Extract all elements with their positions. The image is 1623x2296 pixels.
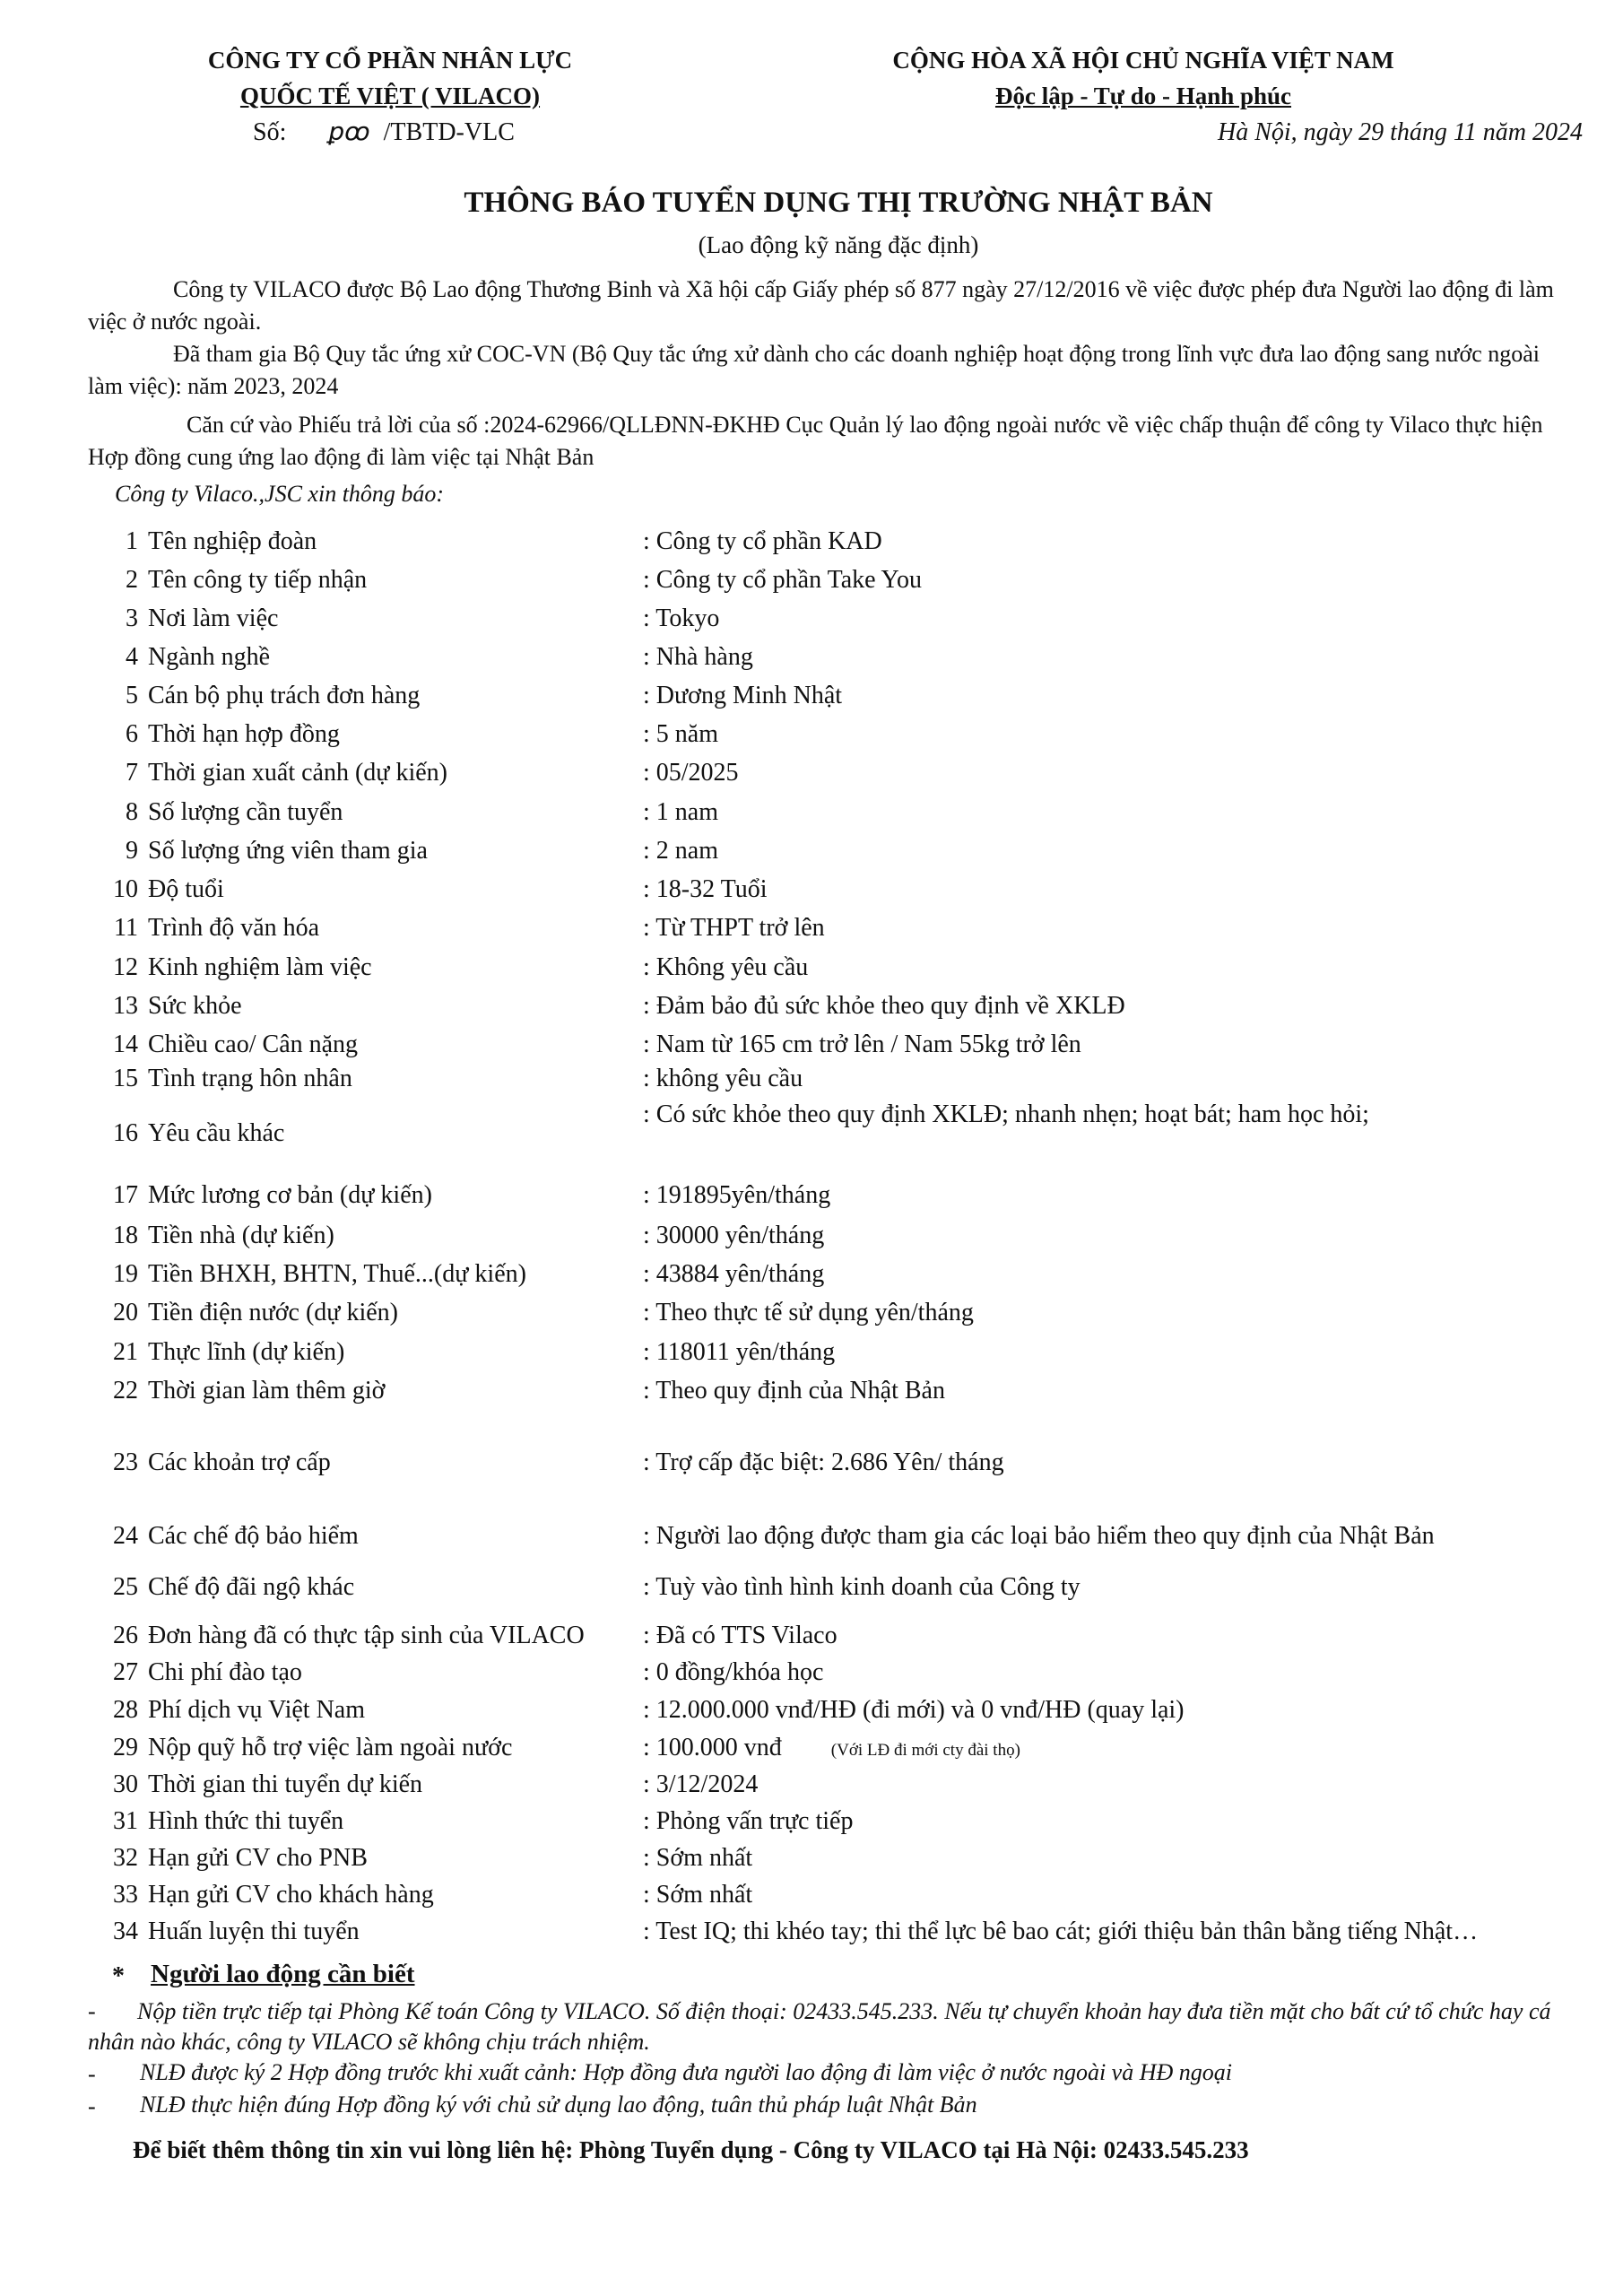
item-value-text: : Tuỳ vào tình hình kinh doanh của Công ty: [643, 1573, 1081, 1601]
notice-line-payment: Nộp tiền trực tiếp tại Phòng Kế toán Công ty VILACO. Số điện thoại: 02433.545.233. Nếu tự chuyển khoản hay đưa tiền mặt cho bất cứ tổ chức hay cá nhân nào khác, công ty VILACO sẽ không chịu trách nhiệm.: [88, 1998, 1551, 2055]
item-value: [643, 1260, 824, 1289]
item-value: [643, 1844, 752, 1873]
item-value: [643, 1031, 1081, 1059]
item-value: [643, 1299, 974, 1327]
item-value: [643, 720, 718, 749]
item-value-text: : Test IQ; thi khéo tay; thi thể lực bê bao cát; giới thiệu bản thân bằng tiếng Nhật…: [643, 1918, 1479, 1945]
page-subtitle: (Lao động kỹ năng đặc định): [698, 231, 979, 258]
item-value: [643, 914, 825, 943]
item-number: 5: [126, 682, 138, 709]
item-value-text: : không yêu cầu: [643, 1065, 803, 1092]
item-label: Các khoản trợ cấp: [148, 1448, 331, 1476]
item-value: [643, 1448, 1004, 1477]
number-handwritten: ꝑꝏ: [328, 117, 370, 146]
item-value-text: : 05/2025: [643, 759, 739, 787]
item-value-text: : Theo thực tế sử dụng yên/tháng: [643, 1299, 974, 1326]
item-number: 28: [113, 1696, 138, 1724]
item-value: [643, 1377, 945, 1405]
item-number: 17: [113, 1181, 138, 1209]
item-label: Tiền BHXH, BHTN, Thuế...(dự kiến): [148, 1260, 526, 1288]
item-label: Thực lĩnh (dự kiến): [148, 1338, 345, 1366]
item-label: Tên công ty tiếp nhận: [148, 566, 368, 594]
item-label: Nơi làm việc: [148, 604, 279, 632]
item-label: Độ tuổi: [148, 875, 224, 903]
contact-line: Để biết thêm thông tin xin vui lòng liên hệ: Phòng Tuyển dụng - Công ty VILACO tại Hà Nội: 02433.545.233: [133, 2136, 1249, 2163]
item-value: [643, 1100, 1369, 1129]
item-value-text: : 0 đồng/khóa học: [643, 1658, 824, 1686]
item-value: [643, 1734, 1020, 1762]
item-value: [643, 1181, 830, 1210]
issue-date: Hà Nội, ngày 29 tháng 11 năm 2024: [1217, 118, 1583, 146]
item-value-text: : Nhà hàng: [643, 643, 753, 671]
item-value-text: : Đã có TTS Vilaco: [643, 1622, 838, 1649]
item-value-text: : 2 nam: [643, 837, 718, 865]
notice-dash-3: -: [88, 2093, 96, 2119]
item-number: 13: [113, 992, 138, 1020]
paragraph-approval: Căn cứ vào Phiếu trả lời của số :2024-62966/QLLĐNN-ĐKHĐ Cục Quản lý lao động ngoài nước về việc chấp thuận để công ty Vilaco thực hiện Hợp đồng cung ứng lao động đi làm việc tại Nhật Bản: [88, 412, 1543, 470]
item-number: 7: [126, 759, 138, 787]
item-value-text: : 30000 yên/tháng: [643, 1222, 825, 1249]
item-label: Trình độ văn hóa: [148, 914, 320, 942]
item-number: 24: [113, 1522, 138, 1550]
item-label: Nộp quỹ hỗ trợ việc làm ngoài nước: [148, 1734, 513, 1761]
item-value-text: : Có sức khỏe theo quy định XKLĐ; nhanh nhẹn; hoạt bát; ham học hỏi;: [643, 1100, 1369, 1128]
item-value-text: : Không yêu cầu: [643, 953, 809, 981]
item-number: 4: [126, 643, 138, 671]
item-value-text: : Theo quy định của Nhật Bản: [643, 1377, 945, 1405]
notice-dash-2: -: [88, 2061, 96, 2087]
item-value: [643, 992, 1125, 1021]
item-value-note: (Với LĐ đi mới cty đài thọ): [830, 1741, 1020, 1760]
item-number: 15: [113, 1065, 138, 1092]
item-value-text: : Từ THPT trở lên: [643, 914, 825, 942]
item-number: 22: [113, 1377, 138, 1405]
item-number: 20: [113, 1299, 138, 1326]
item-value-text: : 12.000.000 vnđ/HĐ (đi mới) và 0 vnđ/HĐ (quay lại): [643, 1696, 1185, 1724]
item-label: Hình thức thi tuyển: [148, 1807, 344, 1835]
item-number: 23: [113, 1448, 138, 1476]
nation-motto: Độc lập - Tự do - Hạnh phúc: [994, 83, 1292, 109]
item-number: 10: [113, 875, 138, 903]
item-value-text: : Công ty cổ phần KAD: [643, 527, 882, 555]
notice-line-contracts: NLĐ được ký 2 Hợp đồng trước khi xuất cảnh: Hợp đồng đưa người lao động đi làm việc ở nước ngoài và HĐ ngoại: [140, 2059, 1232, 2085]
item-label: Số lượng cần tuyển: [148, 798, 343, 826]
item-label: Thời gian thi tuyển dự kiến: [148, 1770, 423, 1798]
item-label: Thời gian làm thêm giờ: [148, 1377, 386, 1405]
item-number: 29: [113, 1734, 138, 1761]
item-value-text: : Phỏng vấn trực tiếp: [643, 1807, 854, 1835]
item-number: 19: [113, 1260, 138, 1288]
item-value-text: : Đảm bảo đủ sức khỏe theo quy định về XKLĐ: [643, 992, 1125, 1020]
paragraph-license: Công ty VILACO được Bộ Lao động Thương Binh và Xã hội cấp Giấy phép số 877 ngày 27/12/2016 về việc được phép đưa Người lao động đi làm việc ở nước ngoài.: [88, 276, 1554, 335]
item-label: Hạn gửi CV cho PNB: [148, 1844, 368, 1872]
item-number: 25: [113, 1573, 138, 1601]
notice-heading: Người lao động cần biết: [151, 1960, 415, 1988]
item-value: [643, 1065, 803, 1093]
item-number: 33: [113, 1881, 138, 1909]
item-value: [643, 566, 922, 595]
item-value: [643, 837, 718, 865]
item-label: Tiền điện nước (dự kiến): [148, 1299, 398, 1326]
item-value: [643, 1522, 1435, 1551]
item-value: [643, 953, 808, 982]
item-value: [643, 1622, 838, 1650]
item-number: 30: [113, 1770, 138, 1798]
item-number: 18: [113, 1222, 138, 1249]
item-value-text: : 100.000 vnđ: [643, 1734, 782, 1761]
item-label: Cán bộ phụ trách đơn hàng: [148, 682, 421, 709]
item-number: 11: [114, 914, 138, 942]
item-number: 27: [113, 1658, 138, 1686]
item-value: [643, 1918, 1478, 1946]
item-number: 12: [113, 953, 138, 981]
number-label: Số:: [253, 118, 287, 146]
item-label: Ngành nghề: [148, 643, 271, 671]
item-value-text: : Dương Minh Nhật: [643, 682, 843, 709]
item-label: Sức khỏe: [148, 992, 242, 1020]
item-number: 16: [113, 1119, 138, 1147]
item-label: Các chế độ bảo hiểm: [148, 1522, 359, 1550]
item-value-text: : 118011 yên/tháng: [643, 1338, 836, 1366]
item-value-text: : 1 nam: [643, 798, 718, 826]
item-value-text: : 3/12/2024: [643, 1770, 759, 1798]
paragraph-coc: Đã tham gia Bộ Quy tắc ứng xử COC-VN (Bộ Quy tắc ứng xử dành cho các doanh nghiệp hoạt động trong lĩnh vực đưa lao động sang nước ngoài làm việc): năm 2023, 2024: [88, 341, 1541, 399]
item-value: [643, 682, 842, 710]
item-value-text: : 43884 yên/tháng: [643, 1260, 825, 1288]
item-number: 14: [113, 1031, 138, 1058]
item-label: Chi phí đào tạo: [148, 1658, 302, 1686]
item-label: Yêu cầu khác: [148, 1119, 285, 1147]
item-value: [643, 527, 882, 556]
item-label: Thời hạn hợp đồng: [148, 720, 340, 748]
item-label: Thời gian xuất cảnh (dự kiến): [148, 759, 447, 787]
item-number: 3: [126, 604, 138, 632]
item-label: Tình trạng hôn nhân: [148, 1065, 352, 1092]
item-number: 2: [126, 566, 138, 594]
company-name-line2: QUỐC TẾ VIỆT ( VILACO): [239, 83, 541, 109]
item-value-text: : 191895yên/tháng: [643, 1181, 831, 1209]
notice-line-compliance: NLĐ thực hiện đúng Hợp đồng ký với chủ sử dụng lao động, tuân thủ pháp luật Nhật Bản: [140, 2092, 977, 2118]
item-label: Chế độ đãi ngộ khác: [148, 1573, 355, 1601]
item-number: 32: [113, 1844, 138, 1872]
page-title: THÔNG BÁO TUYỂN DỤNG THỊ TRƯỜNG NHẬT BẢN: [464, 187, 1213, 219]
item-value-text: : Trợ cấp đặc biệt: 2.686 Yên/ tháng: [643, 1448, 1004, 1476]
item-value: [643, 1573, 1081, 1602]
number-suffix: /TBTD-VLC: [383, 118, 515, 146]
item-value-text: : 5 năm: [643, 720, 718, 748]
item-value: [643, 1658, 823, 1687]
intro-text: Công ty Vilaco.,JSC xin thông báo:: [115, 481, 445, 507]
item-value: [643, 875, 768, 904]
item-value: [643, 1770, 758, 1799]
item-number: 21: [113, 1338, 138, 1366]
item-value-text: : Sớm nhất: [643, 1844, 753, 1872]
item-value: [643, 1881, 752, 1909]
item-value: [643, 1807, 853, 1836]
item-value-text: : Tokyo: [643, 604, 720, 632]
item-label: Tên nghiệp đoàn: [148, 527, 317, 555]
item-label: Chiều cao/ Cân nặng: [148, 1031, 359, 1058]
item-value: [643, 798, 718, 827]
document-number: [253, 117, 515, 147]
item-label: Số lượng ứng viên tham gia: [148, 837, 428, 865]
item-value-text: : Công ty cổ phần Take You: [643, 566, 922, 594]
company-name-line1: CÔNG TY CỔ PHẦN NHÂN LỰC: [207, 47, 573, 74]
item-number: 8: [126, 798, 138, 826]
item-value-text: : Người lao động được tham gia các loại bảo hiểm theo quy định của Nhật Bản: [643, 1522, 1435, 1550]
notice-star: *: [112, 1962, 125, 1990]
item-label: Huấn luyện thi tuyển: [148, 1918, 360, 1945]
item-value-text: : Nam từ 165 cm trở lên / Nam 55kg trở lên: [643, 1031, 1081, 1058]
item-number: 9: [126, 837, 138, 865]
item-value: [643, 759, 739, 787]
item-label: Hạn gửi CV cho khách hàng: [148, 1881, 434, 1909]
item-label: Phí dịch vụ Việt Nam: [148, 1696, 366, 1724]
item-value: [643, 1222, 824, 1250]
item-value: [643, 604, 719, 633]
item-value-text: : 18-32 Tuổi: [643, 875, 768, 903]
item-number: 1: [126, 527, 138, 555]
item-value: [643, 643, 753, 672]
item-value: [643, 1696, 1185, 1725]
item-number: 31: [113, 1807, 138, 1835]
nation-title: CỘNG HÒA XÃ HỘI CHỦ NGHĨA VIỆT NAM: [892, 47, 1394, 74]
item-number: 34: [113, 1918, 138, 1945]
item-label: Đơn hàng đã có thực tập sinh của VILACO: [148, 1622, 585, 1649]
item-number: 6: [126, 720, 138, 748]
item-label: Tiền nhà (dự kiến): [148, 1222, 334, 1249]
item-value: [643, 1338, 835, 1367]
notice-dash-1: -: [88, 1998, 96, 2024]
item-label: Kinh nghiệm làm việc: [148, 953, 372, 981]
item-value-text: : Sớm nhất: [643, 1881, 753, 1909]
item-number: 26: [113, 1622, 138, 1649]
item-label: Mức lương cơ bản (dự kiến): [148, 1181, 432, 1209]
